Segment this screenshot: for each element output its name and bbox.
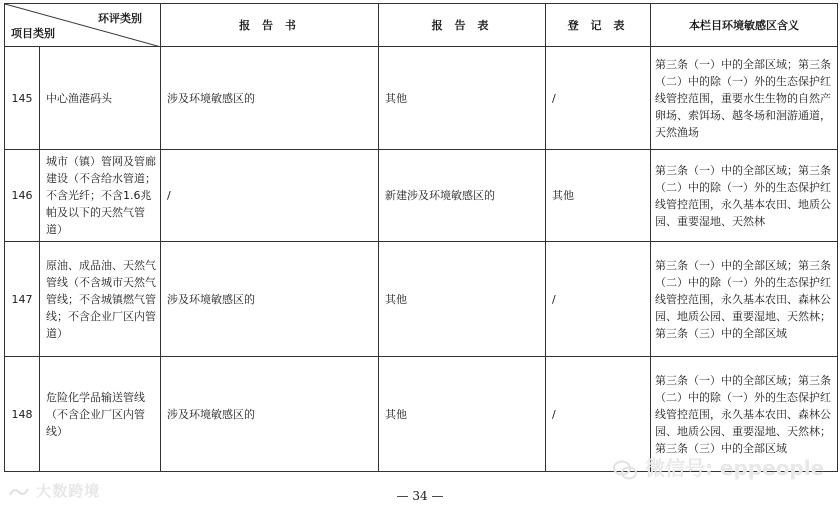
report-form-cell: 其他 <box>379 357 546 472</box>
registration-cell: 其他 <box>546 150 651 242</box>
page-number: — 34 — <box>396 489 444 503</box>
wechat-watermark-text: 微信号: eppeople <box>644 456 825 480</box>
row-number: 148 <box>5 357 40 472</box>
wechat-icon <box>612 459 638 481</box>
table-row <box>5 242 838 357</box>
row-number: 145 <box>5 47 40 150</box>
sensitive-area-meaning-cell: 第三条（一）中的全部区域；第三条（二）中的除（一）外的生态保护红线管控范围，永久基本农田、森林公园、地质公园、重要湿地、天然林；第三条（三）中的全部区域 <box>651 242 838 357</box>
report-book-cell: 涉及环境敏感区的 <box>161 357 379 472</box>
row-number: 147 <box>5 242 40 357</box>
project-name: 城市（镇）管网及管廊建设（不含给水管道；不含光纤；不含1.6兆帕及以下的天然气管道） <box>40 150 161 242</box>
diagonal-header-cell <box>5 4 161 47</box>
report-form-cell: 其他 <box>379 242 546 357</box>
sensitive-area-meaning-cell: 第三条（一）中的全部区域；第三条（二）中的除（一）外的生态保护红线管控范围，重要水生生物的自然产卵场、索饵场、越冬场和洄游通道，天然渔场 <box>651 47 838 150</box>
header-report-book: 报 告 书 <box>161 4 379 47</box>
report-form-cell: 新建涉及环境敏感区的 <box>379 150 546 242</box>
sensitive-area-meaning-cell: 第三条（一）中的全部区域；第三条（二）中的除（一）外的生态保护红线管控范围，永久基本农田、森林公园、地质公园、重要湿地、天然林；第三条（三）中的全部区域 <box>651 357 838 472</box>
wechat-watermark <box>612 452 824 481</box>
table-header-row <box>5 4 838 47</box>
header-report-form: 报 告 表 <box>379 4 546 47</box>
project-name: 危险化学品输送管线（不含企业厂区内管线） <box>40 357 161 472</box>
report-book-cell: 涉及环境敏感区的 <box>161 47 379 150</box>
table-row <box>5 47 838 150</box>
registration-cell: / <box>546 242 651 357</box>
row-number: 146 <box>5 150 40 242</box>
eia-classification-table <box>4 3 838 472</box>
report-book-cell: / <box>161 150 379 242</box>
table-row <box>5 150 838 242</box>
registration-cell: / <box>546 357 651 472</box>
sensitive-area-meaning-cell: 第三条（一）中的全部区域；第三条（二）中的除（一）外的生态保护红线管控范围，永久基本农田、地质公园、重要湿地、天然林 <box>651 150 838 242</box>
brand-watermark-text: 大数跨境 <box>36 482 101 500</box>
registration-cell: / <box>546 47 651 150</box>
report-form-cell: 其他 <box>379 47 546 150</box>
header-project-category: 项目类别 <box>11 27 55 40</box>
header-eia-category: 环评类别 <box>98 12 142 25</box>
project-name: 原油、成品油、天然气管线（不含城市天然气管线；不含城镇燃气管线；不含企业厂区内管道） <box>40 242 161 357</box>
project-name: 中心渔港码头 <box>40 47 161 150</box>
report-book-cell: 涉及环境敏感区的 <box>161 242 379 357</box>
header-sensitive-area-meaning: 本栏目环境敏感区含义 <box>651 4 838 47</box>
header-registration-form: 登 记 表 <box>546 4 651 47</box>
